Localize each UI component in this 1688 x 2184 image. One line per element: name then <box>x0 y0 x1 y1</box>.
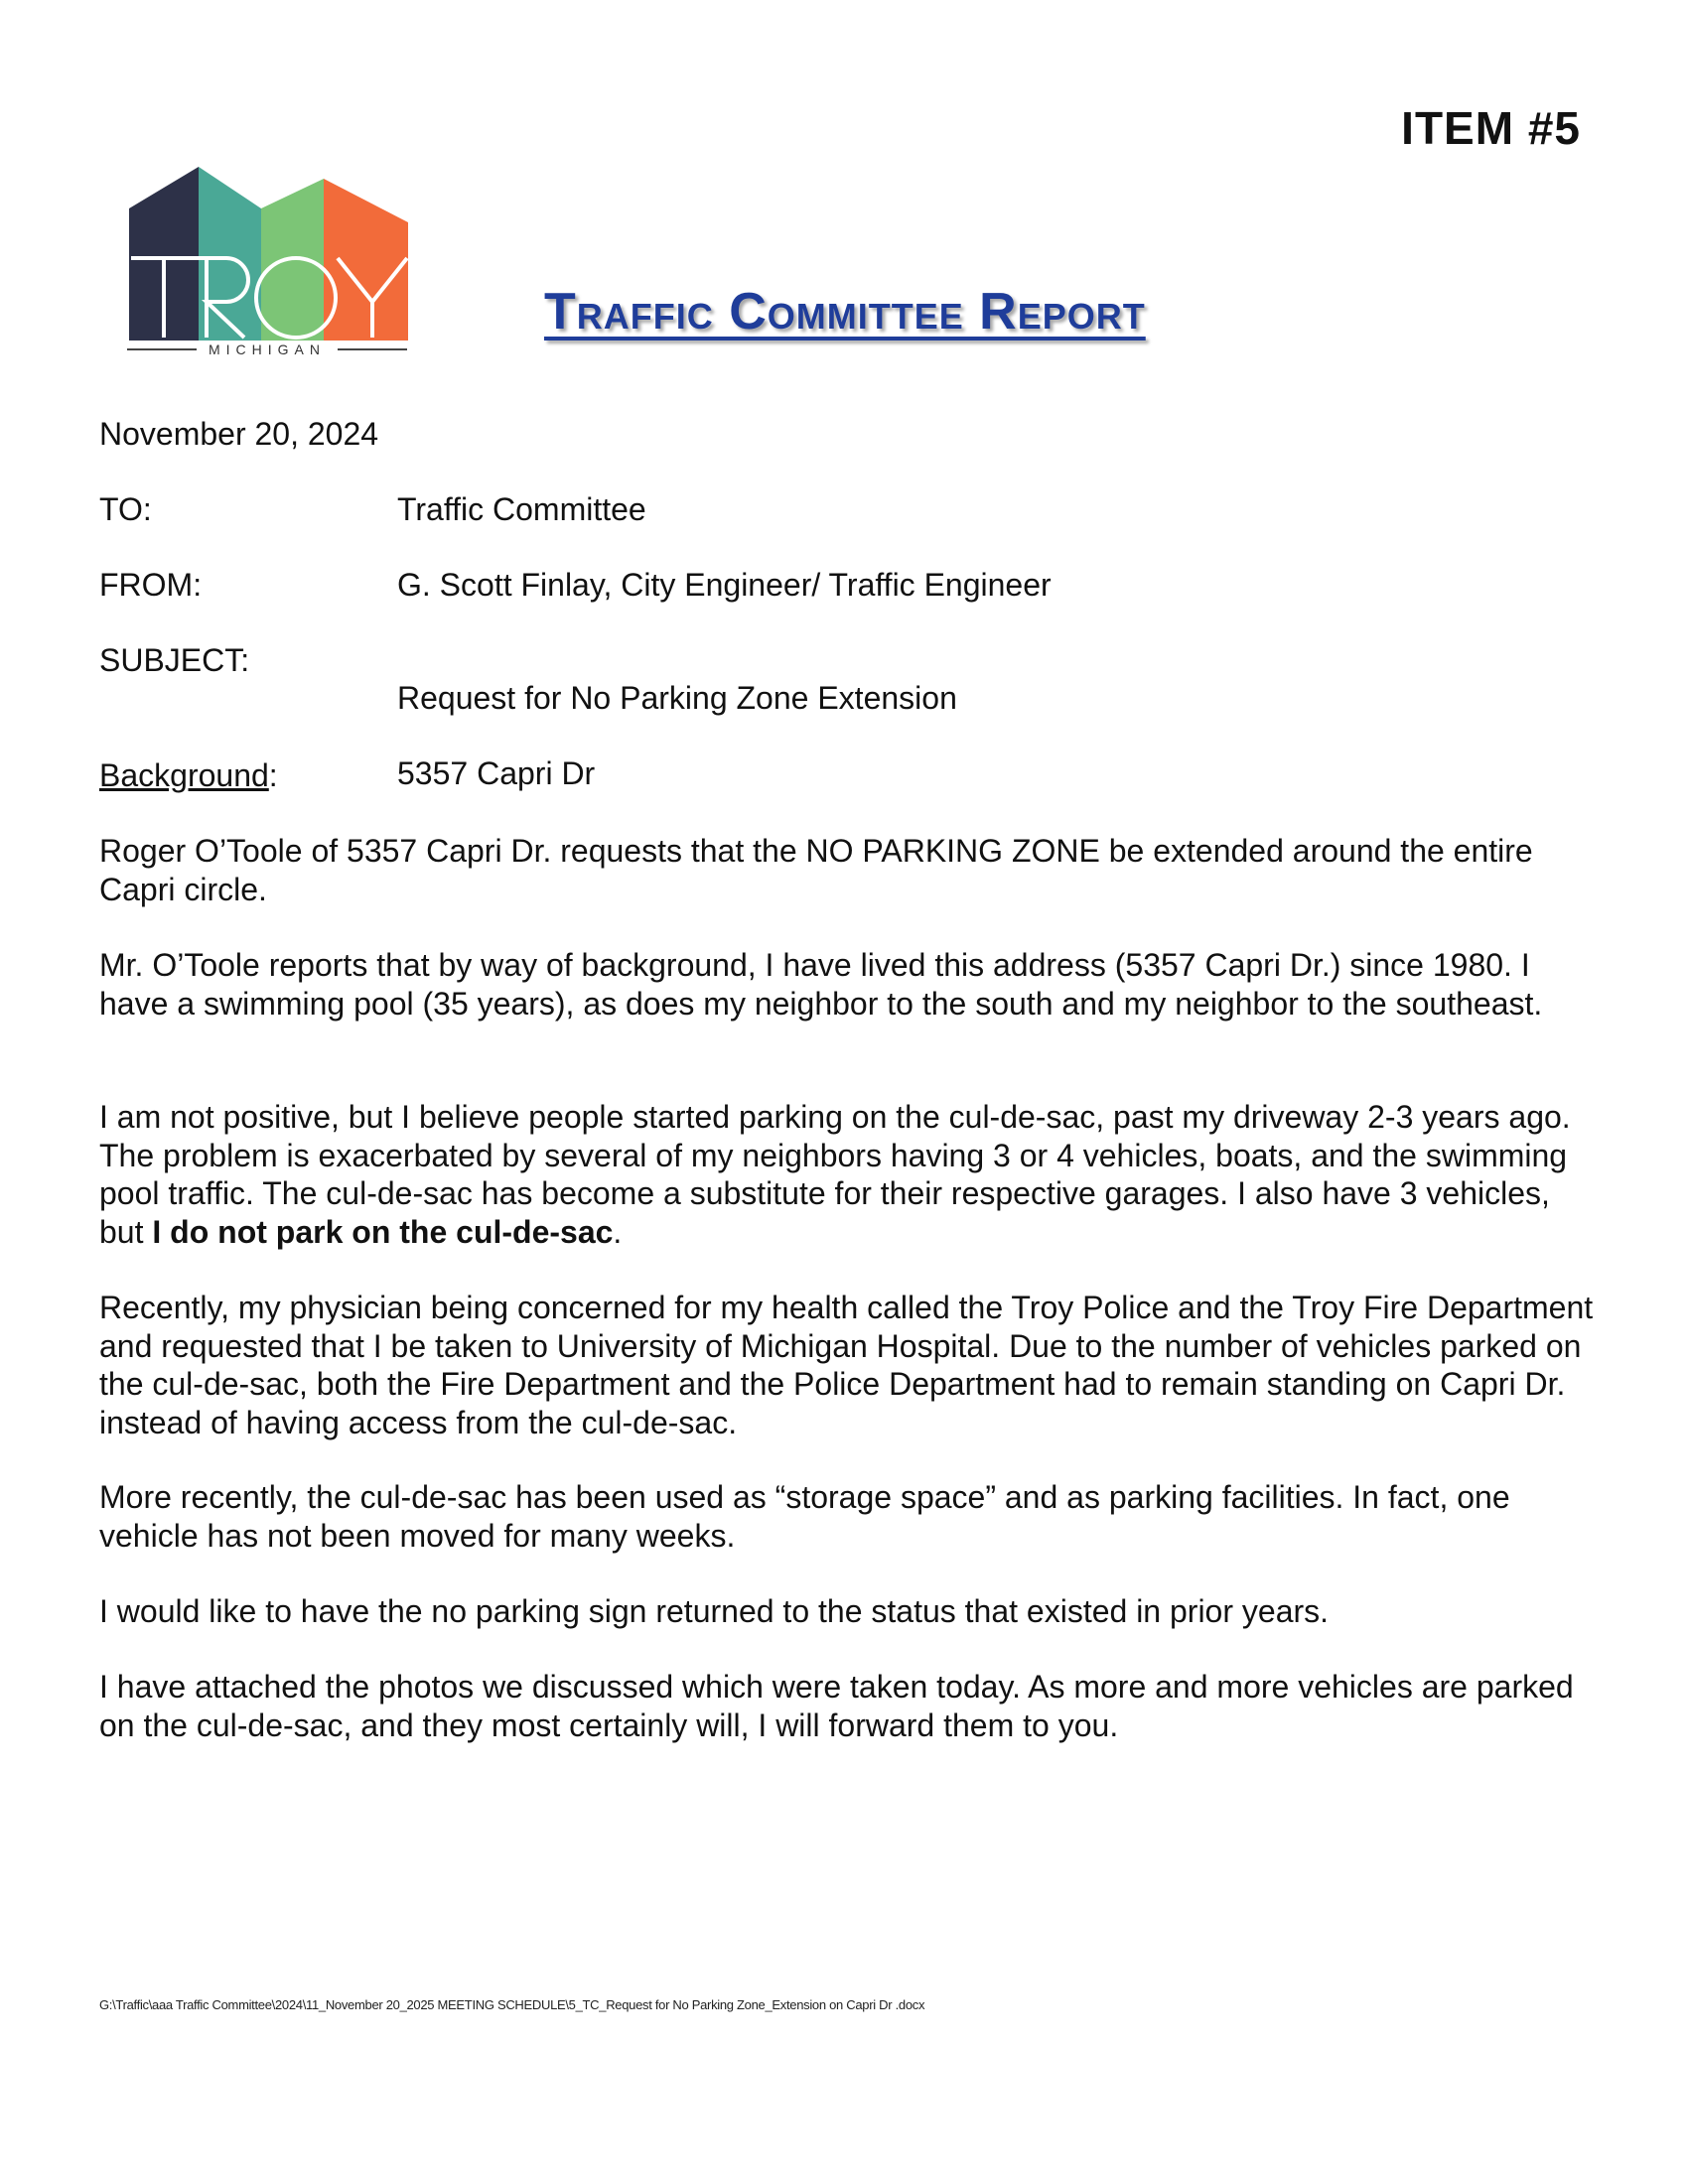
background-paragraph-5: More recently, the cul-de-sac has been used as “storage space” and as parking facilities. In fact, one vehicle has not been moved for many weeks. <box>99 1479 1510 1554</box>
from-value: G. Scott Finlay, City Engineer/ Traffic Engineer <box>397 567 1052 603</box>
report-title: Traffic Committee Report <box>544 283 1146 341</box>
to-label: TO: <box>99 491 152 527</box>
paragraph-3-end: . <box>613 1213 623 1250</box>
item-number: ITEM #5 <box>1401 102 1581 154</box>
paragraph-3-text: I am not positive, but I believe people started parking on the cul-de-sac, past my driveway 2-3 years ago. The problem is exacerbated by several of my neighbors having 3 or 4 vehicles, boats, and the swimming pool traffic. The cul-de-sac has become a substitute for their respective garages. I also have 3 vehicles, but <box>99 1099 1571 1250</box>
background-paragraph-1: Roger O’Toole of 5357 Capri Dr. requests that the NO PARKING ZONE be extended around the entire Capri circle. <box>99 833 1533 907</box>
paragraph-3-emphasis: I do not park on the cul-de-sac <box>152 1213 614 1250</box>
background-paragraph-2: Mr. O’Toole reports that by way of background, I have lived this address (5357 Capri Dr.) since 1980. I have a swimming pool (35 years), as does my neighbor to the south and my neighbor to the southeast. <box>99 947 1543 1022</box>
memo-to <box>99 490 646 528</box>
background-paragraph-4: Recently, my physician being concerned for my health called the Troy Police and the Troy Fire Department and requested that I be taken to University of Michigan Hospital. Due to the number of vehicles parked on the cul-de-sac, both the Fire Department and the Police Department had to remain standing on Capri Dr. instead of having access from the cul-de-sac. <box>99 1290 1594 1440</box>
to-value: Traffic Committee <box>397 491 646 527</box>
subject-line-1: Request for No Parking Zone Extension <box>397 680 957 716</box>
subject-label: SUBJECT: <box>99 642 250 678</box>
background-heading <box>99 756 1599 794</box>
from-label: FROM: <box>99 567 203 603</box>
troy-michigan-logo <box>127 167 410 365</box>
logo-caption-text: MICHIGAN <box>209 341 326 357</box>
background-paragraph-6: I would like to have the no parking sign returned to the status that existed in prior years. <box>99 1593 1330 1629</box>
logo-caption <box>127 341 407 357</box>
background-paragraph-7: I have attached the photos we discussed which were taken today. As more and more vehicles are parked on the cul-de-sac, and they most certainly will, I will forward them to you. <box>99 1669 1574 1743</box>
memo-date: November 20, 2024 <box>99 416 379 452</box>
background-heading-colon: : <box>268 757 278 793</box>
background-heading-text: Background <box>99 757 269 793</box>
logo-rule-left <box>127 348 197 350</box>
background-paragraph-3 <box>99 1098 1599 1251</box>
memo-from <box>99 566 1052 604</box>
footer-file-path: G:\Traffic\aaa Traffic Committee\2024\11_November 20_2025 MEETING SCHEDULE\5_TC_Request for No Parking Zone_Extension on Capri Dr .docx <box>99 1997 925 2012</box>
logo-rule-right <box>338 348 407 350</box>
subject-line-2: 5357 Capri Dr <box>397 755 596 791</box>
